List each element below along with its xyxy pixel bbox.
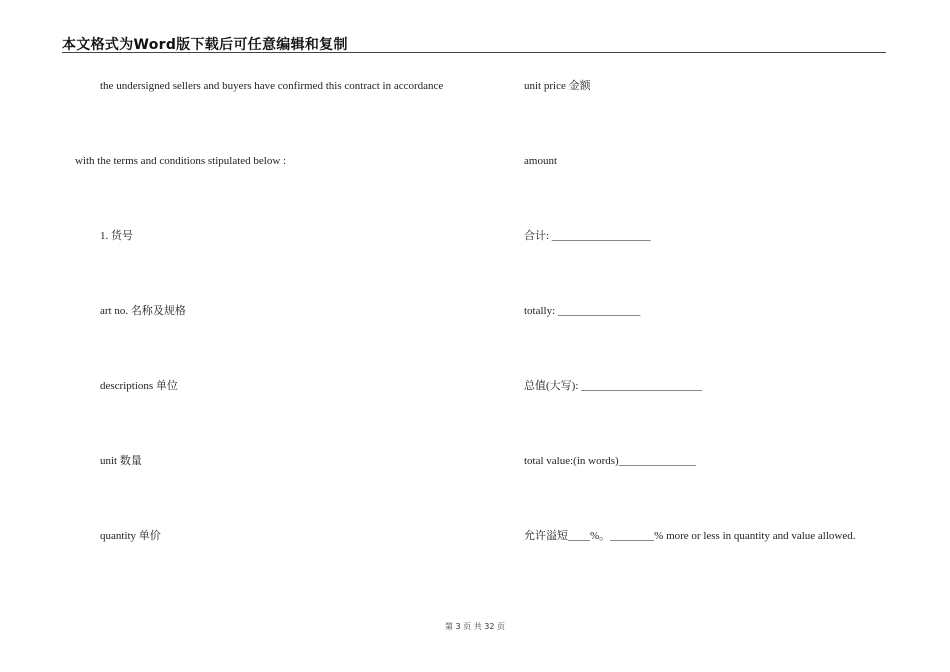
total-label-cn: 合计: __________________	[524, 230, 651, 242]
header-divider	[62, 52, 886, 53]
contract-intro-line-2: with the terms and conditions stipulated below :	[75, 155, 287, 167]
page-number-footer: 第 3 页 共 32 页	[445, 622, 505, 631]
quantity-label: quantity 单价	[100, 530, 161, 542]
unit-label: unit 数量	[100, 455, 142, 467]
unit-price-label: unit price 金额	[524, 80, 591, 92]
document-header-title: 本文格式为Word版下载后可任意编辑和复制	[62, 37, 348, 53]
totally-label: totally: _______________	[524, 305, 641, 317]
tolerance-clause: 允许溢短____%。________% more or less in quantity and value allowed.	[524, 530, 856, 542]
total-value-words-en: total value:(in words)______________	[524, 455, 696, 467]
item-number-label: 1. 货号	[100, 230, 133, 242]
art-no-label: art no. 名称及规格	[100, 305, 186, 317]
descriptions-label: descriptions 单位	[100, 380, 178, 392]
amount-label: amount	[524, 155, 557, 167]
contract-intro-line-1: the undersigned sellers and buyers have confirmed this contract in accordance	[100, 80, 444, 92]
total-value-words-cn: 总值(大写): ______________________	[524, 380, 703, 392]
